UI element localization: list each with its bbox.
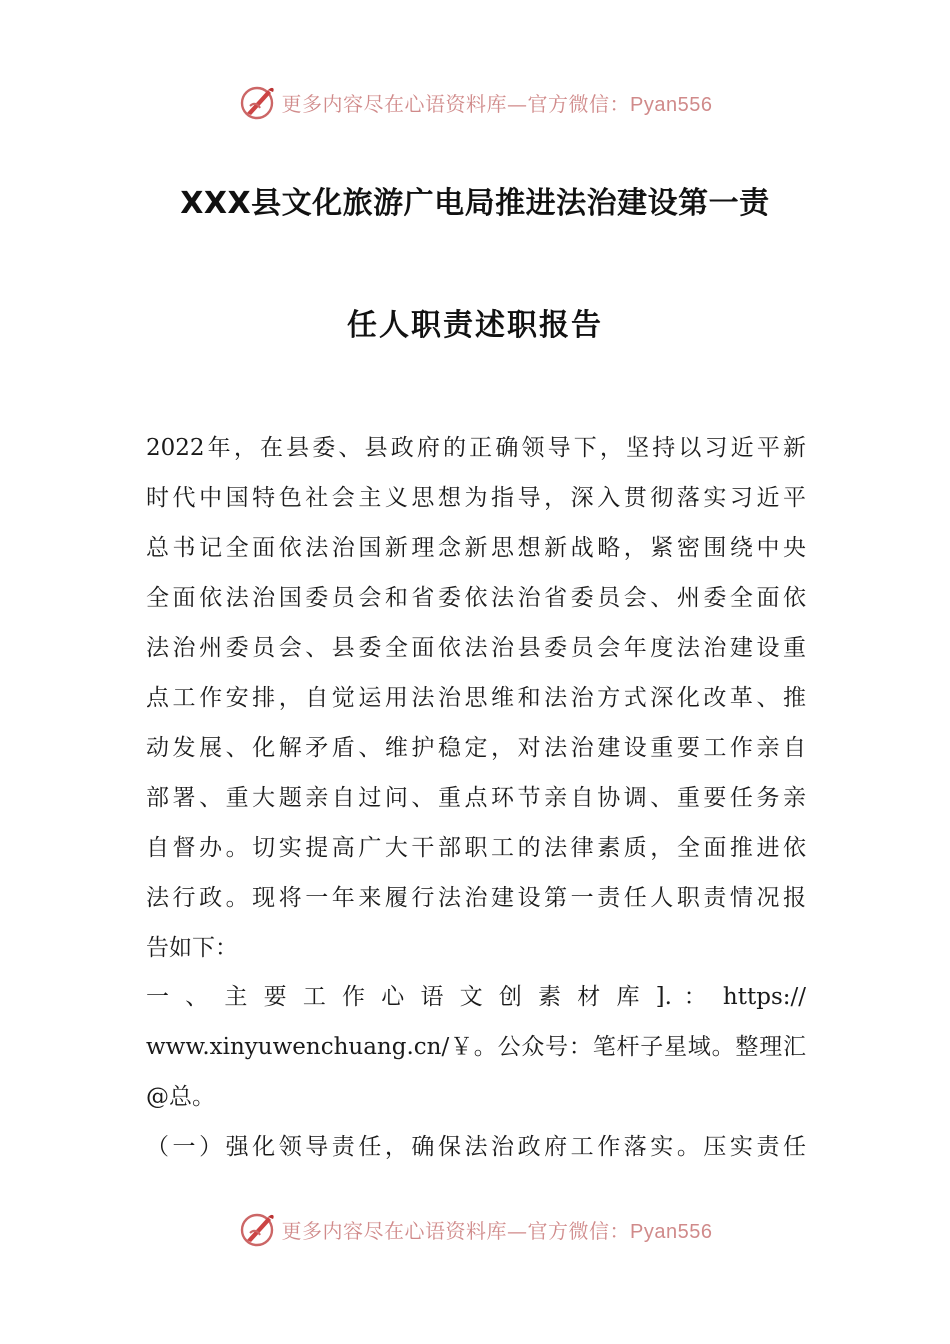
body-line: 时代中国特色社会主义思想为指导，深入贯彻落实习近平	[146, 485, 806, 511]
watermark-banner-bottom	[0, 1207, 950, 1251]
body-line: （一）强化领导责任，确保法治政府工作落实。压实责任	[146, 1134, 806, 1160]
body-line: 点工作安排，自觉运用法治思维和法治方式深化改革、推	[146, 685, 806, 711]
quill-logo-icon	[238, 1209, 278, 1249]
body-line: 动发展、化解矛盾、维护稳定，对法治建设重要工作亲自	[146, 735, 806, 761]
body-line: 告如下：	[146, 935, 238, 961]
body-line: @总。	[146, 1084, 215, 1110]
body-line: 法行政。现将一年来履行法治建设第一责任人职责情况报	[146, 885, 806, 911]
watermark-text: 更多内容尽在心语资料库—官方微信：Pyan556	[281, 91, 713, 116]
body-line: 一 、 主 要 工 作 心 语 文 创 素 材 库 ]. ： https://	[146, 984, 806, 1010]
body-line: 部署、重大题亲自过问、重点环节亲自协调、重要任务亲	[146, 785, 806, 811]
body-line: 总书记全面依法治国新理念新思想新战略，紧密围绕中央	[146, 535, 806, 561]
document-title-line-1: XXX县文化旅游广电局推进法治建设第一责	[180, 186, 770, 221]
quill-logo-icon	[238, 82, 278, 122]
body-line: 全面依法治国委员会和省委依法治省委员会、州委全面依	[146, 585, 806, 611]
watermark-text: 更多内容尽在心语资料库—官方微信：Pyan556	[281, 1218, 713, 1243]
body-line: 法治州委员会、县委全面依法治县委员会年度法治建设重	[146, 635, 806, 661]
body-line: www.xinyuwenchuang.cn/￥。公众号：笔杆子星域。整理汇	[146, 1034, 806, 1060]
watermark-banner-top	[0, 80, 950, 124]
document-title-line-2: 任人职责述职报告	[347, 308, 603, 343]
body-line: 自督办。切实提高广大干部职工的法律素质，全面推进依	[146, 835, 806, 861]
body-line: 2022年，在县委、县政府的正确领导下，坚持以习近平新	[146, 435, 806, 461]
